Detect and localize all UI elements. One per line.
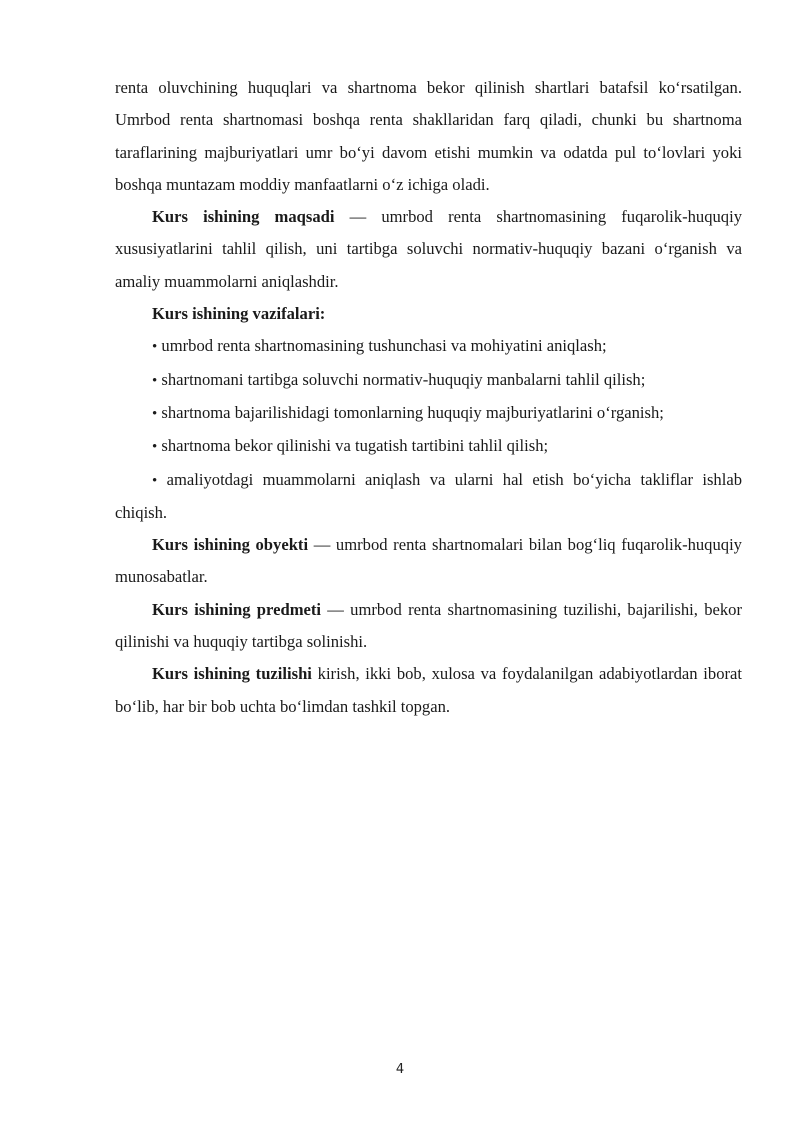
- object-paragraph: [115, 529, 742, 594]
- structure-paragraph: [115, 658, 742, 723]
- object-text: — umrbod renta shartnomalari bilan bog‘liq fuqarolik-huquqiy munosabatlar.: [115, 535, 742, 587]
- intro-paragraph: renta oluvchining huquqlari va shartnoma bekor qilinish shartlari batafsil ko‘rsatilgan. Umrbod renta shartnomasi boshqa renta shakllaridan farq qiladi, chunki bu shartnoma taraflarining majburiyatlari umr bo‘yi davom etishi mumkin va odatda pul to‘lovlari yoki boshqa muntazam moddiy manfaatlarni o‘z ichiga oladi.: [115, 78, 742, 194]
- structure-text: kirish, ikki bob, xulosa va foydalanilgan adabiyotlardan iborat bo‘lib, har bir bob uchta bo‘limdan tashkil topgan.: [115, 664, 742, 716]
- bullet-icon: •: [152, 405, 158, 422]
- page-number: 4: [395, 1062, 405, 1077]
- tasks-heading: Kurs ishining vazifalari:: [152, 304, 326, 324]
- subject-paragraph: [115, 594, 742, 659]
- object-label: Kurs ishining obyekti: [152, 535, 309, 555]
- task-item: [115, 430, 742, 463]
- bullet-icon: •: [152, 439, 158, 456]
- bullet-icon: •: [152, 472, 158, 489]
- task-item-text: amaliyotdagi muammolarni aniqlash va ularni hal etish bo‘yicha takliflar ishlab chiqish.: [115, 469, 742, 522]
- subject-text: — umrbod renta shartnomasining tuzilishi, bajarilishi, bekor qilinishi va huquqiy tartibga solinishi.: [115, 599, 742, 652]
- task-item-text: shartnoma bekor qilinishi va tugatish tartibini tahlil qilish;: [161, 436, 549, 456]
- task-item: [115, 397, 742, 430]
- bullet-icon: •: [152, 339, 158, 356]
- goal-paragraph: [115, 201, 742, 298]
- bullet-icon: •: [152, 372, 158, 389]
- goal-text: — umrbod renta shartnomasining fuqarolik-huquqiy xususiyatlarini tahlil qilish, uni tartibga soluvchi normativ-huquqiy bazani o‘rganish va amaliy muammolarni aniqlashdir.: [115, 207, 742, 291]
- subject-label: Kurs ishining predmeti: [152, 599, 322, 619]
- document-body: [115, 72, 742, 723]
- task-item-text: shartnoma bajarilishidagi tomonlarning huquqiy majburiyatlarini o‘rganish;: [161, 402, 664, 422]
- goal-label: Kurs ishining maqsadi: [152, 207, 335, 227]
- task-item: [115, 330, 742, 363]
- structure-label: Kurs ishining tuzilishi: [152, 664, 312, 684]
- task-item-text: shartnomani tartibga soluvchi normativ-huquqiy manbalarni tahlil qilish;: [161, 369, 646, 389]
- task-item: [115, 364, 742, 397]
- task-item-text: umrbod renta shartnomasining tushunchasi va mohiyatini aniqlash;: [161, 336, 607, 356]
- task-item: [115, 464, 742, 530]
